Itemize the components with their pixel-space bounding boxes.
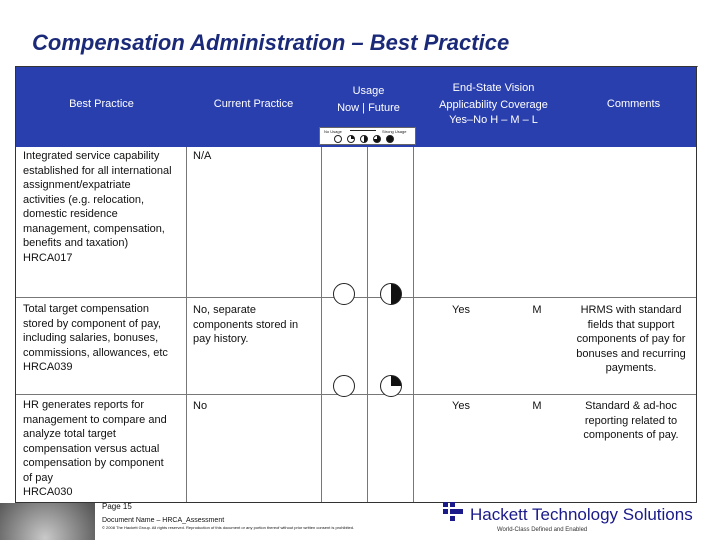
page-title: Compensation Administration – Best Practice: [32, 30, 510, 55]
legend-no-usage: No Usage: [324, 129, 342, 134]
document-name: Document Name – HRCA_Assessment: [102, 517, 225, 524]
globe-image: [0, 503, 95, 540]
header-endstate-line2: Applicability Coverage: [439, 99, 548, 111]
header-best-practice: Best Practice: [69, 98, 134, 110]
best-practice-text: HR generates reports for management to compare and analyze total target compensation versus actual compensation by component of pay: [23, 399, 167, 484]
usage-legend: [319, 127, 416, 145]
row-divider: [16, 394, 696, 395]
header-endstate-line3: Yes–No H – M – L: [449, 114, 538, 126]
usage-now-harvey-ball: [333, 375, 355, 397]
column-divider: [413, 147, 414, 502]
table-row-2-current-practice: No, separate components stored in pay history.: [193, 304, 299, 345]
best-practice-code: HRCA039: [23, 361, 73, 373]
table-row-2-applicability: Yes: [452, 304, 470, 316]
hackett-logo-icon: [443, 501, 463, 521]
copyright-notice: © 2008 The Hackett Group. All rights reserved. Reproduction of this document or any portion thereof without prior written consent is prohibited.: [102, 525, 355, 530]
brand-tagline: World-Class Defined and Enabled: [497, 527, 588, 533]
legend-strong-usage: Strong Usage: [382, 129, 407, 134]
best-practice-code: HRCA017: [23, 251, 73, 264]
header-endstate-line1: End-State Vision: [452, 82, 535, 94]
table-row-2-best-practice: [23, 302, 173, 375]
table-row-3-applicability: Yes: [452, 400, 470, 412]
best-practice-text: Integrated service capability established for all international assignment/expatriate activities (e.g. relocation, domestic residence management, compensation, benefits and taxation): [23, 150, 172, 249]
legend-harvey-ball: [373, 135, 381, 143]
column-divider: [367, 147, 368, 502]
usage-now-harvey-ball: [333, 283, 355, 305]
best-practice-code: HRCA030: [23, 486, 73, 498]
page-number: Page 15: [102, 502, 132, 511]
best-practice-text: Total target compensation stored by component of pay, including salaries, bonuses, commissions, allowances, etc: [23, 303, 168, 359]
table-row-2-coverage: M: [532, 304, 542, 316]
table-row-1-best-practice: [23, 149, 173, 265]
column-divider: [186, 147, 187, 502]
table-row-3-current-practice: No: [193, 400, 208, 412]
table-row-2-comments: HRMS with standard fields that support components of pay for bonuses and recurring payments.: [576, 304, 686, 374]
header-usage-line1: Usage: [352, 85, 385, 97]
legend-harvey-ball: [347, 135, 355, 143]
legend-harvey-ball: [386, 135, 394, 143]
header-comments: Comments: [606, 98, 661, 110]
usage-future-harvey-ball: [380, 375, 402, 397]
header-usage-line2: Now | Future: [337, 102, 400, 114]
row-divider: [16, 297, 696, 298]
best-practice-table: [15, 66, 697, 503]
legend-harvey-ball: [334, 135, 342, 143]
brand-name: Hackett Technology Solutions: [470, 505, 693, 524]
column-divider: [321, 147, 322, 502]
legend-harvey-ball: [360, 135, 368, 143]
table-row-3-comments: Standard & ad-hoc reporting related to components of pay.: [583, 400, 679, 441]
usage-future-harvey-ball: [380, 283, 402, 305]
table-row-3-coverage: M: [532, 400, 542, 412]
table-header: [16, 67, 696, 147]
legend-arrow: [350, 130, 376, 131]
header-current-practice: Current Practice: [213, 98, 294, 110]
table-row-3-best-practice: [23, 398, 173, 500]
table-row-1-current-practice: N/A: [193, 150, 212, 162]
